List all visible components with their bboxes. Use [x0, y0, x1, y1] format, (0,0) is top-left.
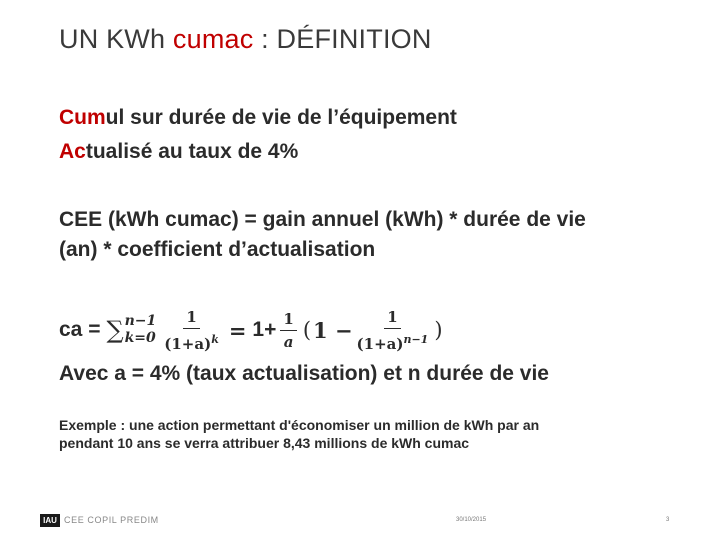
formula-one-plus: 1+ — [252, 318, 277, 341]
fraction-3 — [357, 308, 429, 353]
fraction-2-num: 1 — [280, 310, 296, 331]
sum-upper: n−1 — [124, 313, 157, 329]
footer-label: CEE COPIL PREDIM — [64, 515, 159, 525]
bullet-cumul — [59, 106, 457, 130]
fraction-1 — [164, 308, 219, 353]
fraction-3-den-exp: n−1 — [403, 332, 429, 346]
bullet-cumul-text: ul sur durée de vie de l’équipement — [105, 106, 457, 129]
formula-close-paren: ) — [434, 318, 443, 342]
formula-open-paren: ( — [302, 318, 312, 342]
fraction-3-den — [357, 329, 429, 353]
bullet-actualise-accent: Ac — [59, 140, 86, 163]
bullet-cumul-accent: Cum — [59, 106, 106, 129]
example-paragraph — [59, 416, 619, 452]
formula-one-minus: 1 − — [313, 317, 353, 343]
fraction-1-den — [164, 329, 219, 353]
iau-logo: IAU — [40, 514, 60, 527]
formula-prefix: ca = — [59, 318, 101, 341]
fraction-1-den-base: (1+a) — [164, 334, 212, 353]
fraction-2-den: a — [283, 332, 294, 351]
formula-equals: = — [228, 317, 247, 343]
fraction-3-num: 1 — [384, 308, 400, 329]
title-part1: UN KWh — [59, 24, 173, 54]
fraction-1-den-exp: k — [211, 332, 219, 346]
page-number: 3 — [666, 517, 670, 523]
fraction-2 — [280, 310, 296, 351]
cee-definition-line1: CEE (kWh cumac) = gain annuel (kWh) * durée de vie — [59, 208, 586, 231]
cee-definition-line2: (an) * coefficient d’actualisation — [59, 238, 376, 261]
bullet-actualise-text: tualisé au taux de 4% — [85, 140, 299, 163]
example-line1: Exemple : une action permettant d'économiser un million de kWh par an — [59, 417, 540, 433]
example-line2: pendant 10 ans se verra attribuer 8,43 millions de kWh cumac — [59, 435, 470, 451]
sum-lower: k=0 — [124, 330, 156, 346]
page-title — [59, 24, 432, 55]
parameters-line: Avec a = 4% (taux actualisation) et n durée de vie — [59, 362, 549, 385]
title-accent: cumac — [172, 24, 254, 54]
footer-date: 30/10/2015 — [456, 517, 487, 523]
formula-sum — [106, 308, 222, 353]
fraction-3-den-base: (1+a) — [356, 334, 404, 353]
fraction-1-num: 1 — [183, 308, 199, 329]
title-part2: : DÉFINITION — [253, 24, 432, 54]
bullet-actualise — [59, 140, 298, 164]
ca-formula — [59, 305, 445, 355]
sum-limits — [125, 313, 157, 347]
sigma-symbol: ∑ — [106, 316, 124, 344]
